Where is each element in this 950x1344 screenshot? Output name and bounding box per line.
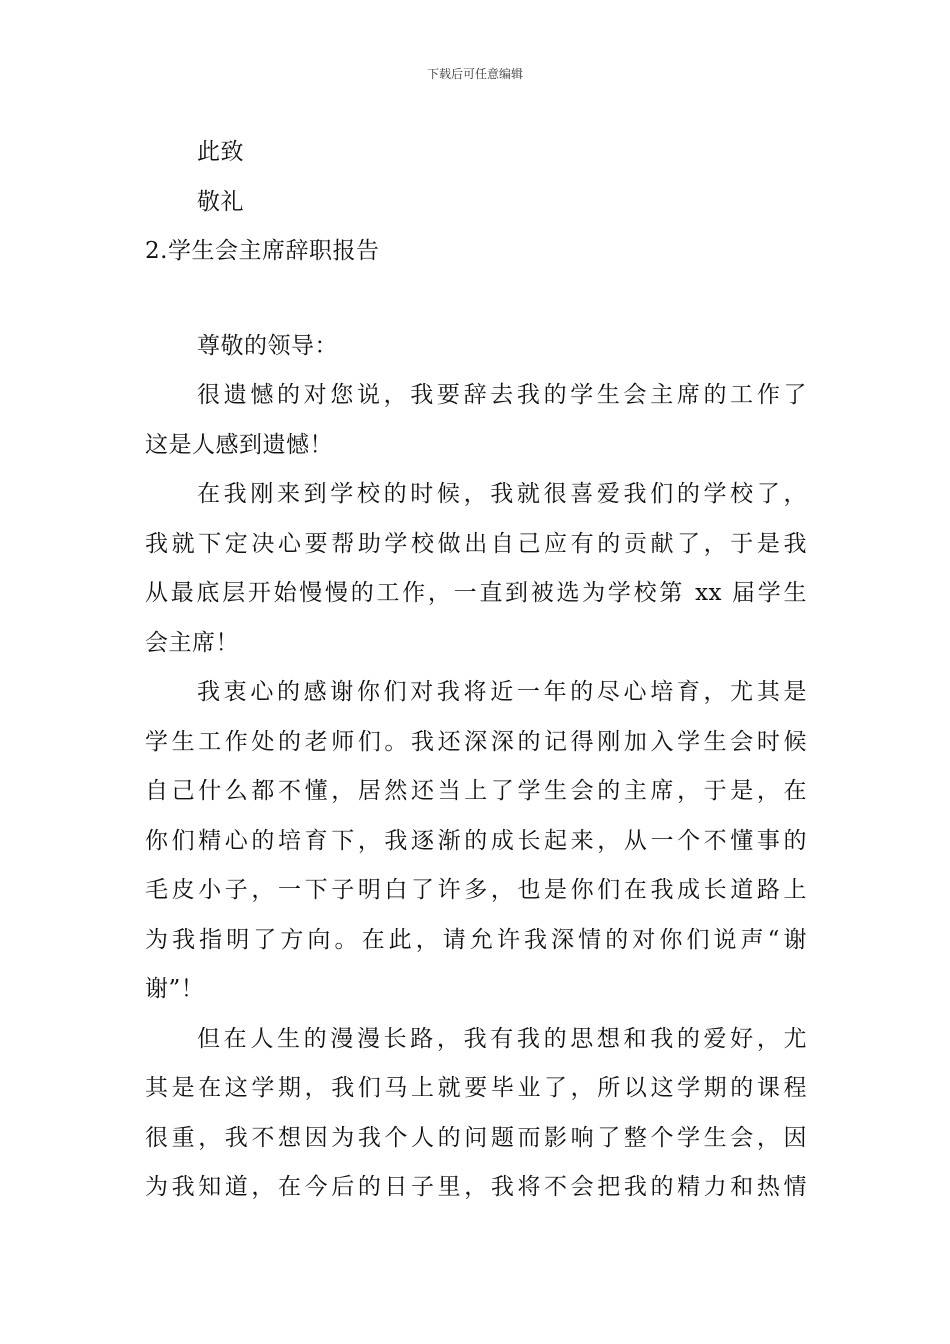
closing-line-2: 敬礼 xyxy=(197,188,244,215)
section-title: 2.学生会主席辞职报告 xyxy=(145,238,380,264)
body-line: 在我刚来到学校的时候，我就很喜爱我们的学校了， xyxy=(197,481,807,507)
page-header-note: 下载后可任意编辑 xyxy=(426,67,523,81)
spacer xyxy=(145,277,807,322)
body-line: 我就下定决心要帮助学校做出自己应有的贡献了，于是我 xyxy=(145,530,807,557)
document-body xyxy=(145,128,807,1213)
body-line: 毛皮小子，一下子明白了许多，也是你们在我成长道路上 xyxy=(145,877,807,903)
body-line: 从最底层开始慢慢的工作，一直到被选为学校第 xx 届学生 xyxy=(145,580,807,606)
body-line: 但在人生的漫漫长路，我有我的思想和我的爱好，尤 xyxy=(197,1025,807,1052)
body-line: 其是在这学期，我们马上就要毕业了，所以这学期的课程 xyxy=(145,1075,807,1101)
body-line: 会主席！ xyxy=(145,629,239,656)
body-line: 这是人感到遗憾！ xyxy=(145,431,333,458)
body-line: 很重，我不想因为我个人的问题而影响了整个学生会，因 xyxy=(145,1124,807,1151)
body-line: 谢”！ xyxy=(145,976,205,1002)
closing-line-1: 此致 xyxy=(197,139,244,165)
body-line: 学生工作处的老师们。我还深深的记得刚加入学生会时候 xyxy=(145,728,807,755)
body-line: 自己什么都不懂，居然还当上了学生会的主席，于是，在 xyxy=(145,778,807,804)
body-line: 为我指明了方向。在此，请允许我深情的对你们说声“谢 xyxy=(145,926,807,953)
body-line: 很遗憾的对您说，我要辞去我的学生会主席的工作了 xyxy=(197,382,807,408)
body-line: 你们精心的培育下，我逐渐的成长起来，从一个不懂事的 xyxy=(145,827,807,854)
salutation: 尊敬的领导： xyxy=(197,332,338,359)
body-line: 我衷心的感谢你们对我将近一年的尽心培育，尤其是 xyxy=(197,679,807,705)
body-line: 为我知道，在今后的日子里，我将不会把我的精力和热情 xyxy=(145,1174,807,1200)
